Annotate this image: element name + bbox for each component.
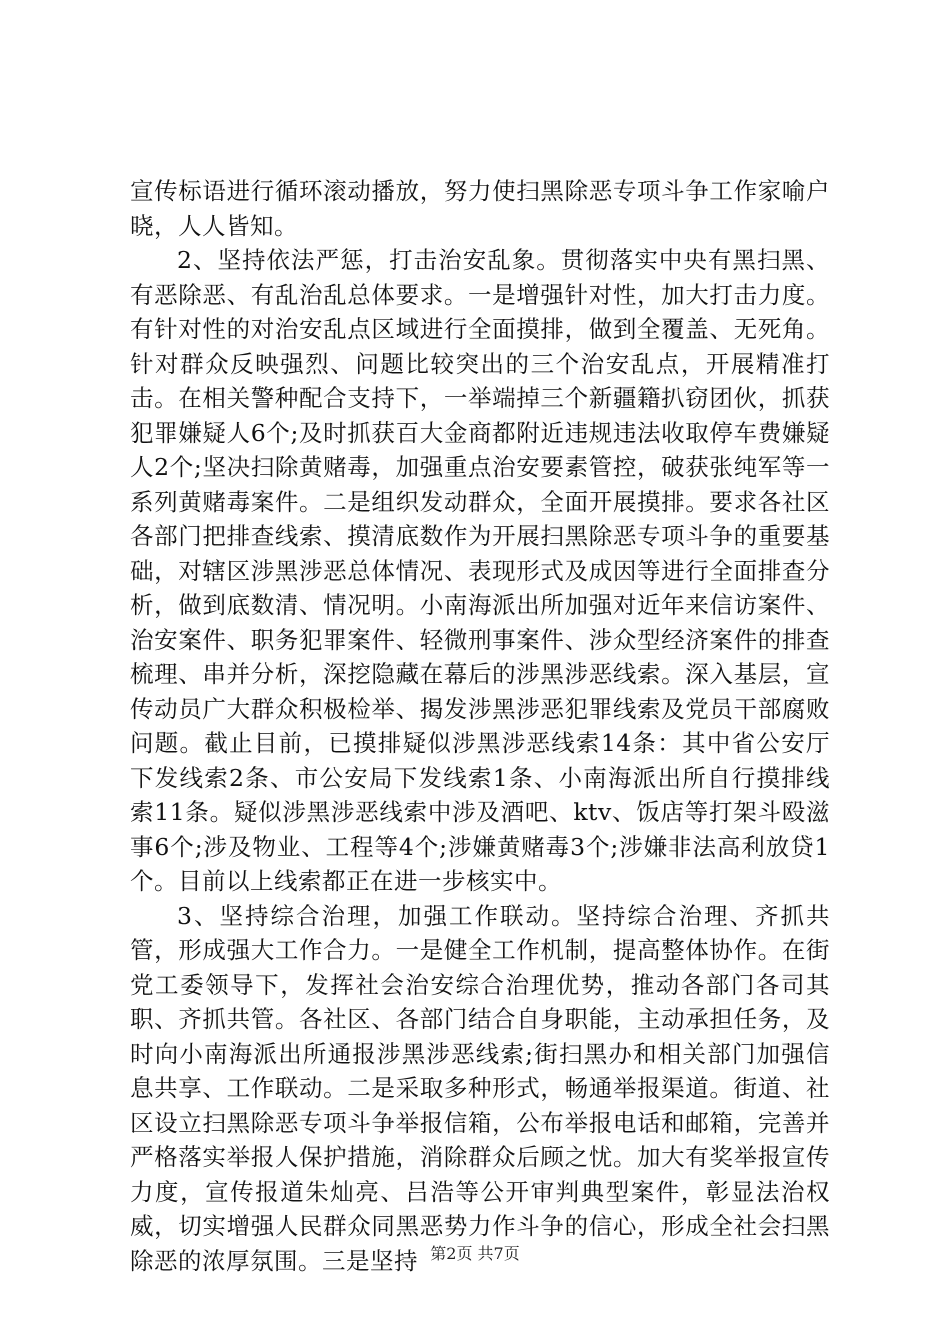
paragraph-3: 3、坚持综合治理，加强工作联动。坚持综合治理、齐抓共管，形成强大工作合力。一是健全工作机制，提高整体协作。在街党工委领导下，发挥社会治安综合治理优势，推动各部门各司其职、齐抓共管。各社区、各部门结合自身职能，主动承担任务，及时向小南海派出所通报涉黑涉恶线索;街扫黑办和相关部门加强信息共享、工作联动。二是采取多种形式，畅通举报渠道。街道、社区设立扫黑除恶专项斗争举报信箱，公布举报电话和邮箱，完善并严格落实举报人保护措施，消除群众后顾之忧。加大有奖举报宣传力度，宣传报道朱灿亮、吕浩等公开审判典型案件，彰显法治权威，切实增强人民群众同黑恶势力作斗争的信心，形成全社会扫黑除恶的浓厚氛围。三是坚持	[130, 901, 830, 1275]
body-text	[130, 174, 830, 1278]
paragraph-2: 2、坚持依法严惩，打击治安乱象。贯彻落实中央有黑扫黑、有恶除恶、有乱治乱总体要求。一是增强针对性，加大打击力度。有针对性的对治安乱点区域进行全面摸排，做到全覆盖、无死角。针对群众反映强烈、问题比较突出的三个治安乱点，开展精准打击。在相关警种配合支持下，一举端掉三个新疆籍扒窃团伙，抓获犯罪嫌疑人6个;及时抓获百大金商都附近违规违法收取停车费嫌疑人2个;坚决扫除黄赌毒，加强重点治安要素管控，破获张纯军等一系列黄赌毒案件。二是组织发动群众，全面开展摸排。要求各社区各部门把排查线索、摸清底数作为开展扫黑除恶专项斗争的重要基础，对辖区涉黑涉恶总体情况、表现形式及成因等进行全面排查分析，做到底数清、情况明。小南海派出所加强对近年来信访案件、治安案件、职务犯罪案件、轻微刑事案件、涉众型经济案件的排查梳理、串并分析，深挖隐藏在幕后的涉黑涉恶线索。深入基层，宣传动员广大群众积极检举、揭发涉黑涉恶犯罪线索及党员干部腐败问题。截止目前，已摸排疑似涉黑涉恶线索14条：其中省公安厅下发线索2条、市公安局下发线索1条、小南海派出所自行摸排线索11条。疑似涉黑涉恶线索中涉及酒吧、ktv、饭店等打架斗殴滋事6个;涉及物业、工程等4个;涉嫌黄赌毒3个;涉嫌非法高利放贷1个。目前以上线索都正在进一步核实中。	[130, 246, 830, 895]
page-total: 共7页	[477, 1244, 520, 1263]
page-footer	[0, 1244, 950, 1264]
page-number: 第2页	[430, 1244, 473, 1263]
paragraph-1: 宣传标语进行循环滚动播放，努力使扫黑除恶专项斗争工作家喻户晓，人人皆知。	[130, 177, 830, 240]
